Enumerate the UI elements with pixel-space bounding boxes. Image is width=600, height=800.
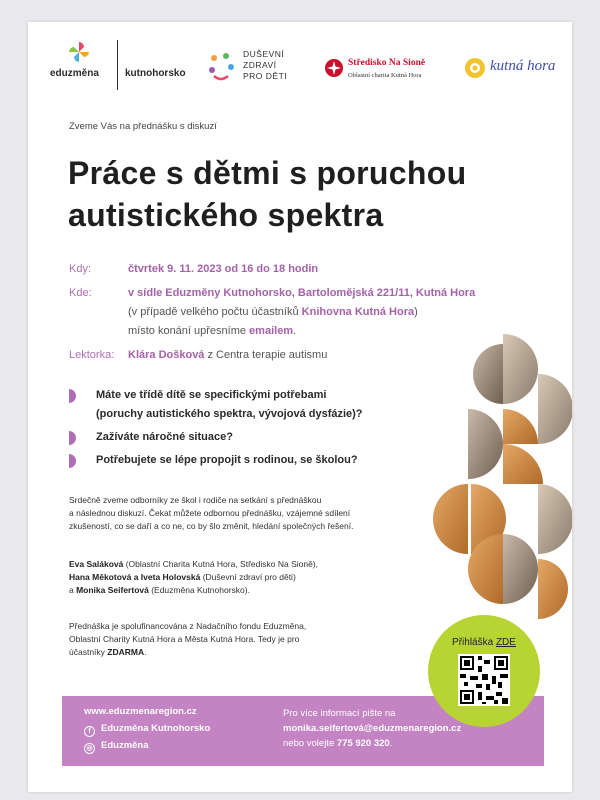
where-label: Kde: <box>69 287 92 299</box>
where-line: v sídle Eduzměny Kutnohorsko, Bartolomějská 221/11, Kutná Hora <box>128 287 476 299</box>
funding-text: účastníky <box>69 647 108 657</box>
contact-info <box>283 706 461 751</box>
website-link[interactable]: www.eduzmenaregion.cz <box>84 706 197 717</box>
logo-bar <box>50 40 558 96</box>
funding-text: . <box>144 647 147 657</box>
signup-badge <box>428 615 540 727</box>
photo-segment <box>433 484 468 554</box>
dz-line: PRO DĚTI <box>243 71 288 81</box>
facebook-row[interactable] <box>84 723 210 737</box>
photo-segment <box>468 409 503 479</box>
free-label: ZDARMA <box>107 647 145 657</box>
instagram-row[interactable] <box>84 740 149 754</box>
bullet-marker <box>69 431 76 445</box>
where-text: . <box>293 325 297 337</box>
question-item <box>69 428 429 447</box>
where-line <box>128 322 475 341</box>
organizer-text: a <box>69 585 77 595</box>
photo-segment <box>503 334 538 404</box>
question-text: Máte ve třídě dítě se specifickými potřebami <box>96 389 327 401</box>
contact-text: . <box>389 738 393 749</box>
photo-segment <box>538 559 568 619</box>
eduzmena-logo-text: eduzměna <box>50 68 99 79</box>
where-text: místo konání upřesníme <box>128 325 250 337</box>
instagram-icon: ◎ <box>84 743 95 754</box>
photo-segment <box>473 344 503 404</box>
organizer-name: Monika Seifertová <box>76 585 149 595</box>
question-text: (poruchy autistického spektra, vývojová dysfázie)? <box>96 408 363 420</box>
funding-line <box>69 646 419 659</box>
bullet-marker <box>69 389 76 403</box>
funding-line: Oblastní Charity Kutná Hora a Města Kutná Hora. Tedy je pro <box>69 634 300 644</box>
kutnohorsko-logo-text: kutnohorsko <box>125 68 186 79</box>
photo-segment <box>503 534 538 604</box>
qr-code[interactable] <box>458 654 510 706</box>
page-title <box>68 152 538 236</box>
signup-link[interactable]: ZDE <box>495 637 516 648</box>
photo-segment <box>503 444 543 484</box>
lecturer-label: Lektorka: <box>69 349 115 361</box>
organizer-name: Eva Saláková <box>69 559 124 569</box>
photo-segment <box>538 484 572 554</box>
dz-line: ZDRAVÍ <box>243 60 277 70</box>
bullet-marker <box>69 454 76 468</box>
lecturer-name: Klára Došková <box>128 349 205 361</box>
funding-paragraph <box>69 620 419 659</box>
question-text: Potřebujete se lépe propojit s rodinou, se školou? <box>96 454 358 466</box>
where-text: ) <box>414 306 418 318</box>
contact-line: Pro více informací pište na <box>283 708 396 719</box>
logo-divider <box>117 40 118 90</box>
when-row <box>69 260 539 280</box>
contact-email[interactable] <box>283 721 461 736</box>
dz-line: DUŠEVNÍ <box>243 49 285 59</box>
email-link[interactable]: emailem <box>249 325 294 337</box>
when-value: čtvrtek 9. 11. 2023 od 16 do 18 hodin <box>128 263 319 275</box>
title-line: autistického spektra <box>68 197 384 233</box>
organizers-paragraph <box>69 558 419 597</box>
invite-line: Zveme Vás na přednášku s diskuzí <box>69 121 217 132</box>
contact-email-text: monika.seifertová@eduzmenaregion.cz <box>283 723 462 734</box>
facebook-icon: f <box>84 726 95 737</box>
sns-logo-subtitle: Oblastní charita Kutná Hora <box>348 72 422 79</box>
kutna-hora-logo-text: kutná hora <box>490 58 556 74</box>
organizer-line <box>69 558 419 571</box>
contact-line <box>283 736 461 751</box>
sns-logo-title: Středisko Na Sioně <box>348 58 426 68</box>
instagram-label: Eduzměna <box>101 740 149 751</box>
question-item <box>69 451 429 470</box>
contact-text: nebo volejte <box>283 738 337 749</box>
eduzmena-flower-icon <box>67 40 91 64</box>
contact-phone[interactable]: 775 920 320 <box>336 738 390 749</box>
paragraph-line: Srdečně zveme odborníky ze škol i rodiče na setkání s přednáškou <box>69 495 322 505</box>
facebook-label: Eduzměna Kutnohorsko <box>101 723 211 734</box>
photo-segment <box>503 409 538 444</box>
organizer-org: (Eduzměna Kutnohorsko). <box>148 585 250 595</box>
library-link[interactable]: Knihovna Kutná Hora <box>301 306 415 318</box>
paragraph-line: a následnou diskuzí. Čekat můžete odbornou přednášku, vzájemné sdílení <box>69 508 351 518</box>
signup-text: Přihláška <box>452 637 496 648</box>
photo-mosaic <box>433 334 572 634</box>
organizer-name: Hana Měkotová a Iveta Holovská <box>69 572 201 582</box>
kutna-hora-emblem-icon <box>464 57 486 79</box>
signup-label <box>428 637 540 648</box>
paragraph-line: zkušeností, co se daří a co ne, co by šlo změnit, hledání společných řešení. <box>69 521 354 531</box>
lecturer-org: z Centra terapie autismu <box>204 349 328 361</box>
question-list <box>69 386 429 474</box>
organizer-org: (Duševní zdraví pro děti) <box>200 572 296 582</box>
where-line <box>128 303 475 322</box>
dusevni-zdravi-logo-text <box>243 49 287 82</box>
invitation-paragraph <box>69 494 419 533</box>
organizer-line <box>69 571 419 584</box>
funding-line: Přednáška je spolufinancována z Nadačního fondu Eduzměna, <box>69 621 307 631</box>
question-text: Zažíváte náročné situace? <box>96 431 233 443</box>
flyer-page <box>28 22 572 792</box>
organizer-org: (Oblastní Charita Kutná Hora, Středisko Na Sioně), <box>123 559 319 569</box>
when-label: Kdy: <box>69 263 92 275</box>
where-text: (v případě velkého počtu účastníků <box>128 306 302 318</box>
organizer-line <box>69 584 419 597</box>
where-value <box>128 284 475 341</box>
dusevni-zdravi-icon <box>204 50 238 84</box>
charita-cross-icon <box>324 58 344 78</box>
lecturer-value <box>128 346 327 365</box>
photo-segment <box>538 374 572 444</box>
question-item <box>69 386 429 424</box>
title-line: Práce s dětmi s poruchou <box>68 155 467 191</box>
